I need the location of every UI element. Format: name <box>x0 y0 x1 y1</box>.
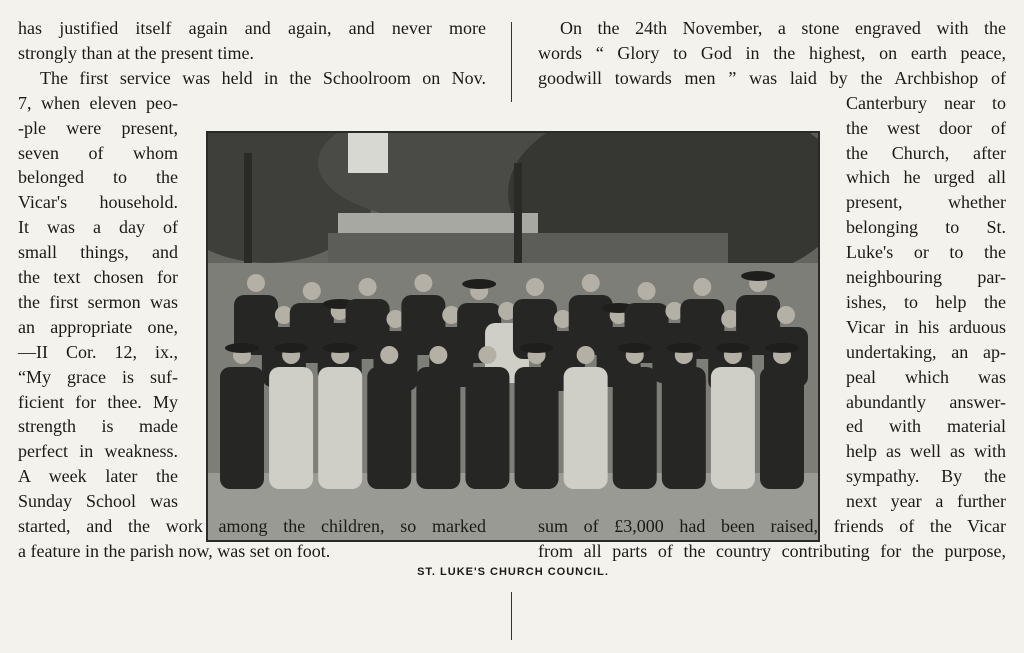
text-line: abundantly answer- <box>846 391 1006 412</box>
text-line: a feature in the parish now, was set on foot. <box>18 540 331 561</box>
text-line: strongly than at the present time. <box>18 42 254 63</box>
text-line: Luke's or to the <box>846 242 1006 263</box>
group-photo-illustration <box>208 133 818 540</box>
text-line: Vicar in his arduous <box>846 316 1006 337</box>
text-line: -ple were present, <box>18 117 178 138</box>
text-line: It was a day of <box>18 217 178 238</box>
text-line: belonged to the <box>18 167 178 188</box>
text-line: undertaking, an ap- <box>846 341 1006 362</box>
text-line: ishes, to help the <box>846 291 1006 312</box>
text-line: 7, when eleven peo- <box>18 92 178 113</box>
text-line: has justified itself again and again, and never more <box>18 18 486 38</box>
text-line: sympathy. By the <box>846 466 1006 487</box>
text-line: sum of £3,000 had been raised, friends of the Vicar <box>538 516 1006 536</box>
text-line: the first sermon was <box>18 291 178 312</box>
text-line: goodwill towards men ” was laid by the Archbishop of <box>538 67 1006 88</box>
column-divider-bottom <box>511 592 512 640</box>
text-line: strength is made <box>18 416 178 437</box>
text-line: A week later the <box>18 466 178 487</box>
text-line: from all parts of the country contributing for the purpose, <box>538 540 1006 561</box>
text-line: perfect in weakness. <box>18 441 178 462</box>
church-council-photo <box>206 131 820 542</box>
text-line: the Church, after <box>846 142 1006 163</box>
text-line: started, and the work among the children, so marked <box>18 516 486 536</box>
text-line: “My grace is suf- <box>18 366 178 387</box>
text-line: belonging to St. <box>846 217 1006 238</box>
text-line: an appropriate one, <box>18 316 178 337</box>
text-line: present, whether <box>846 192 1006 213</box>
photo-caption: ST. LUKE'S CHURCH COUNCIL. <box>417 566 609 578</box>
text-line: which he urged all <box>846 167 1006 188</box>
text-line: Canterbury near to <box>846 92 1006 113</box>
column-divider-top <box>511 22 512 102</box>
text-line: the text chosen for <box>18 267 178 287</box>
text-line: help as well as with <box>846 441 1006 462</box>
text-line: Sunday School was <box>18 491 178 512</box>
text-line: On the 24th November, a stone engraved with the <box>560 18 1006 38</box>
text-line: neighbouring par- <box>846 267 1006 287</box>
text-line: the west door of <box>846 117 1006 138</box>
text-line: The first service was held in the Schoolroom on Nov. <box>40 67 486 88</box>
text-line: seven of whom <box>18 142 178 163</box>
text-line: ficient for thee. My <box>18 391 178 412</box>
text-line: words “ Glory to God in the highest, on earth peace, <box>538 42 1006 63</box>
text-line: peal which was <box>846 366 1006 387</box>
text-line: ed with material <box>846 416 1006 437</box>
text-line: —II Cor. 12, ix., <box>18 341 178 362</box>
text-line: small things, and <box>18 242 178 263</box>
text-line: Vicar's household. <box>18 192 178 213</box>
text-line: next year a further <box>846 491 1006 512</box>
